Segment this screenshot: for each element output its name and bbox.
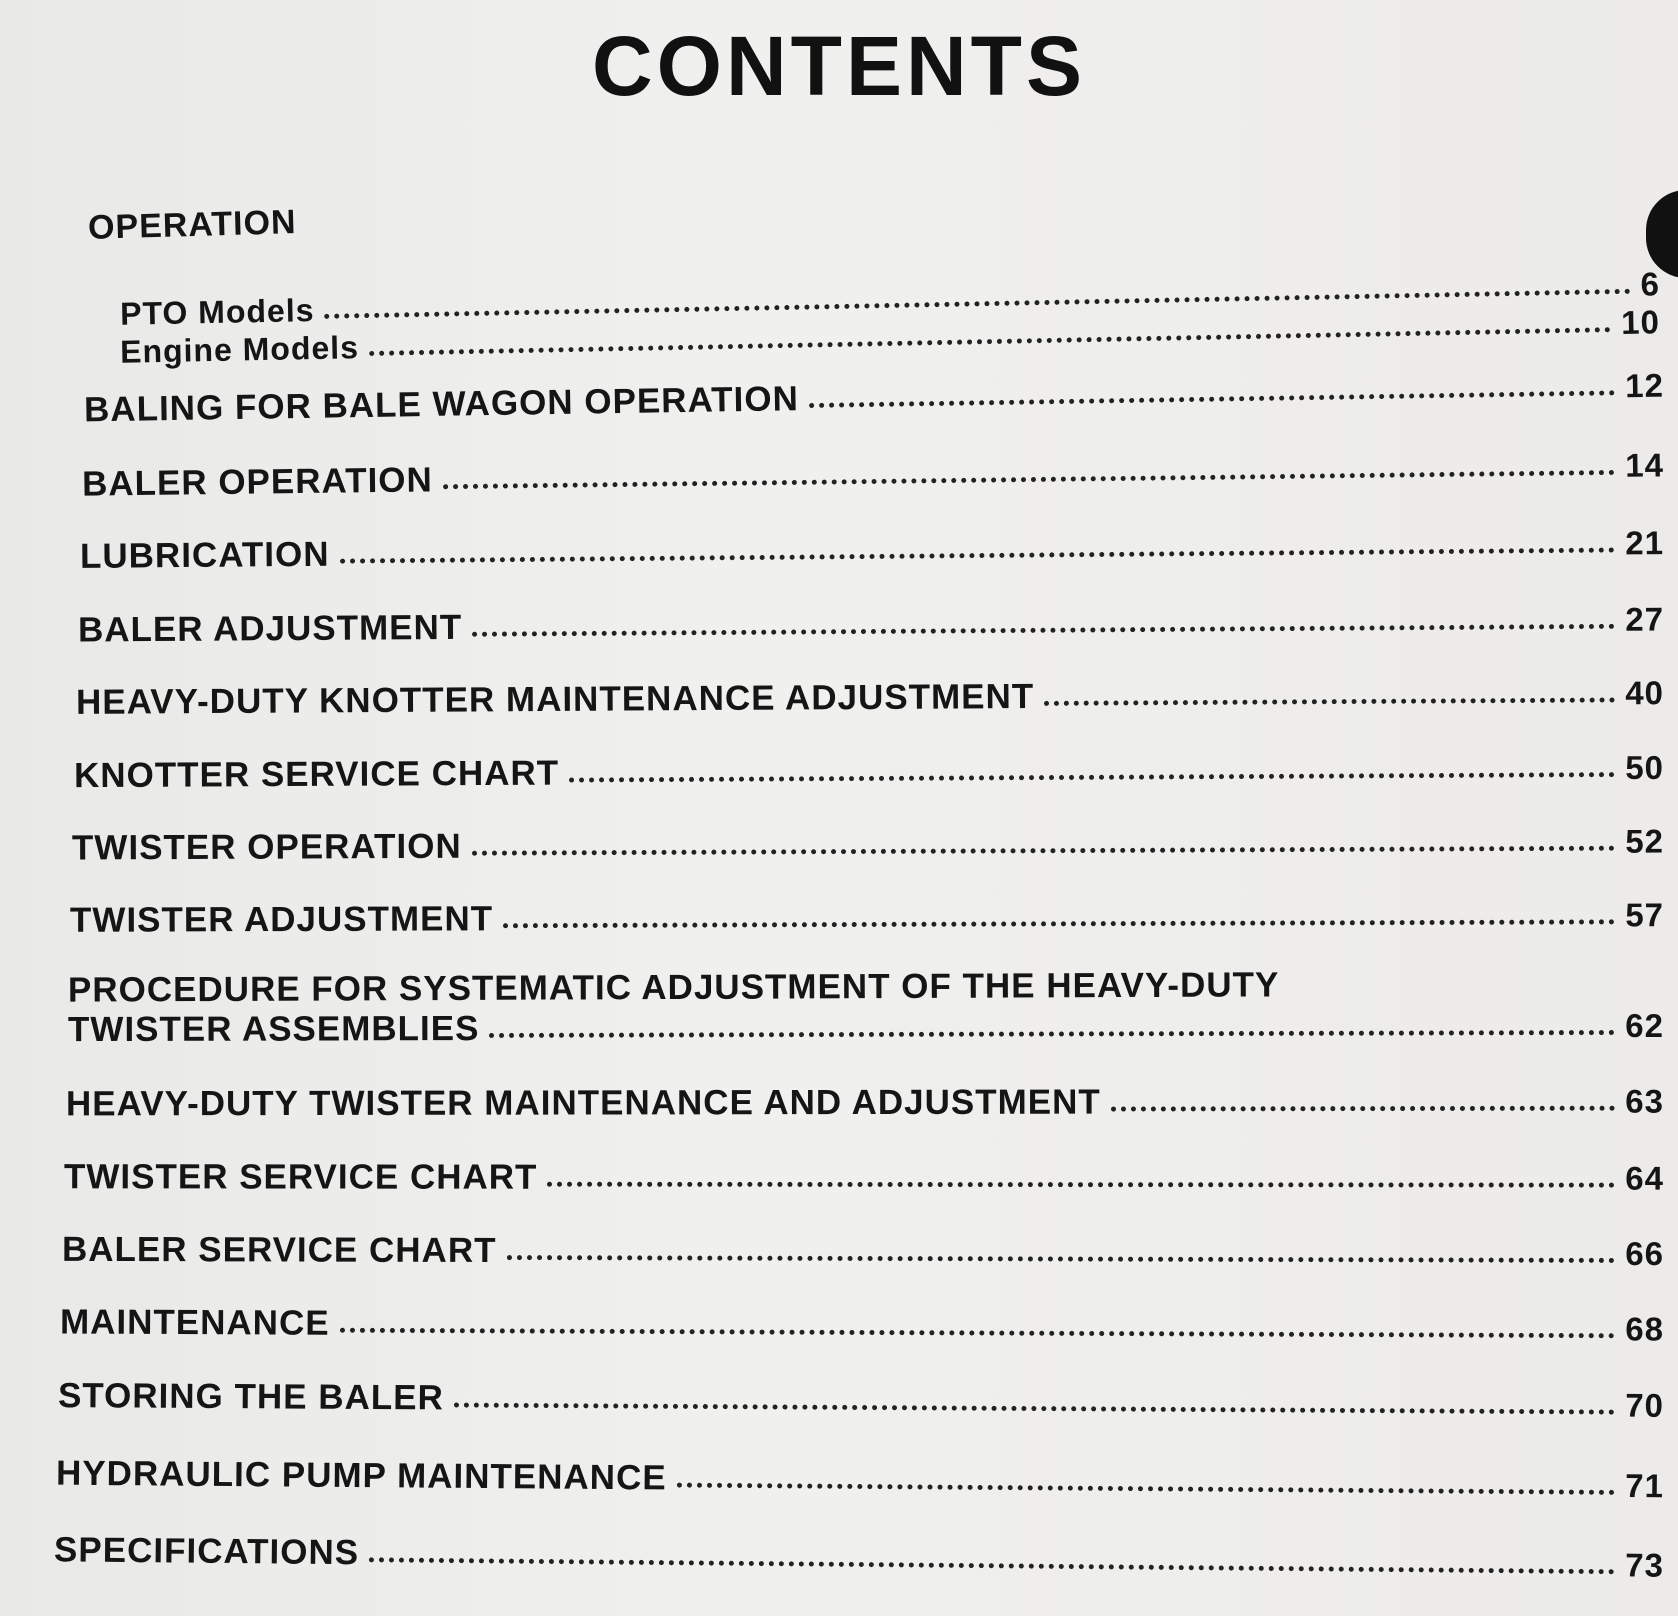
toc-entry[interactable] (74, 748, 1664, 796)
toc-entry-page: 52 (1625, 822, 1665, 860)
page-title: CONTENTS (592, 19, 1086, 113)
toc-entry-label: HEAVY-DUTY KNOTTER MAINTENANCE ADJUSTMENT (75, 676, 1035, 722)
dot-leader (489, 1030, 1615, 1038)
dot-leader (443, 470, 1616, 489)
toc-entry-page: 73 (1625, 1546, 1665, 1584)
toc-entry-label: TWISTER OPERATION (71, 826, 462, 868)
toc-entry-label: TWISTER ASSEMBLIES (67, 1009, 480, 1050)
toc-entry[interactable] (64, 1157, 1664, 1198)
dot-leader (503, 919, 1615, 928)
toc-entry-label: BALER OPERATION (81, 460, 434, 504)
dot-leader (340, 1328, 1616, 1339)
toc-entry-label: SPECIFICATIONS (53, 1530, 360, 1573)
toc-entry[interactable] (72, 822, 1664, 869)
toc-entry-label: BALER ADJUSTMENT (77, 607, 463, 650)
dot-leader (472, 846, 1616, 856)
toc-entry[interactable] (70, 895, 1664, 941)
dot-leader (369, 1557, 1615, 1574)
toc-entry-label: TWISTER SERVICE CHART (63, 1157, 538, 1197)
dot-leader (340, 548, 1616, 564)
dot-leader (1111, 1106, 1616, 1112)
toc-entry[interactable] (62, 1230, 1664, 1274)
toc-entry-label: LUBRICATION (79, 534, 330, 576)
toc-entry-label: HYDRAULIC PUMP MAINTENANCE (55, 1453, 667, 1498)
toc-entry-page: 21 (1625, 524, 1665, 562)
toc-entry[interactable] (80, 523, 1664, 577)
toc-entry-label: MAINTENANCE (59, 1302, 330, 1343)
toc-entry-label: HEAVY-DUTY TWISTER MAINTENANCE AND ADJUSTMENT (65, 1082, 1101, 1124)
toc-entry-label: STORING THE BALER (57, 1376, 444, 1418)
toc-entry-page: 40 (1625, 674, 1665, 712)
toc-heading-operation: OPERATION (87, 203, 298, 247)
toc-entry-page: 27 (1625, 600, 1665, 638)
toc-entry-label: KNOTTER SERVICE CHART (73, 753, 560, 796)
toc-entry-label: Engine Models (119, 329, 360, 370)
toc-entry[interactable] (78, 599, 1664, 650)
toc-entry[interactable] (68, 1006, 1664, 1050)
toc-entry-label: TWISTER ADJUSTMENT (69, 899, 494, 940)
toc-entry-page: 63 (1625, 1082, 1665, 1120)
toc-entry-page: 50 (1625, 748, 1665, 787)
toc-entry[interactable] (56, 1454, 1664, 1507)
dot-leader (506, 1255, 1615, 1263)
toc-entry-label: BALER SERVICE CHART (61, 1229, 497, 1271)
toc-entry-page: 68 (1625, 1310, 1665, 1348)
toc-entry-page: 70 (1625, 1386, 1665, 1424)
dot-leader (472, 624, 1615, 637)
toc-entry-page: 62 (1625, 1006, 1665, 1045)
toc-entry[interactable] (76, 673, 1664, 723)
toc-entry-page: 12 (1624, 366, 1665, 405)
dot-leader (369, 327, 1611, 356)
toc-entry-label: PTO Models (119, 292, 315, 332)
toc-entry-page: 66 (1625, 1234, 1665, 1273)
dot-leader (569, 772, 1615, 782)
dot-leader (547, 1182, 1615, 1188)
toc-entry[interactable] (60, 1303, 1664, 1350)
toc-entry-page: 64 (1625, 1159, 1665, 1197)
dot-leader (454, 1403, 1615, 1415)
dot-leader (1044, 697, 1615, 705)
toc-entry[interactable] (54, 1530, 1664, 1585)
toc-entry[interactable] (82, 445, 1664, 504)
toc-entry[interactable] (58, 1376, 1664, 1426)
toc-entry-page: 14 (1624, 446, 1665, 484)
dot-leader (677, 1483, 1616, 1495)
toc-entry-label-line1: PROCEDURE FOR SYSTEMATIC ADJUSTMENT OF THE HEAVY-DUTY (67, 965, 1280, 1010)
toc-entry-page: 57 (1625, 896, 1665, 934)
toc-entry-page: 10 (1620, 303, 1661, 341)
dot-leader (809, 390, 1615, 408)
toc-entry[interactable] (84, 366, 1664, 431)
toc-entry-page: 6 (1640, 265, 1661, 303)
toc-entry-page: 71 (1625, 1467, 1665, 1505)
toc-entry[interactable] (66, 1082, 1664, 1125)
toc-entry-label: BALING FOR BALE WAGON OPERATION (83, 379, 800, 430)
